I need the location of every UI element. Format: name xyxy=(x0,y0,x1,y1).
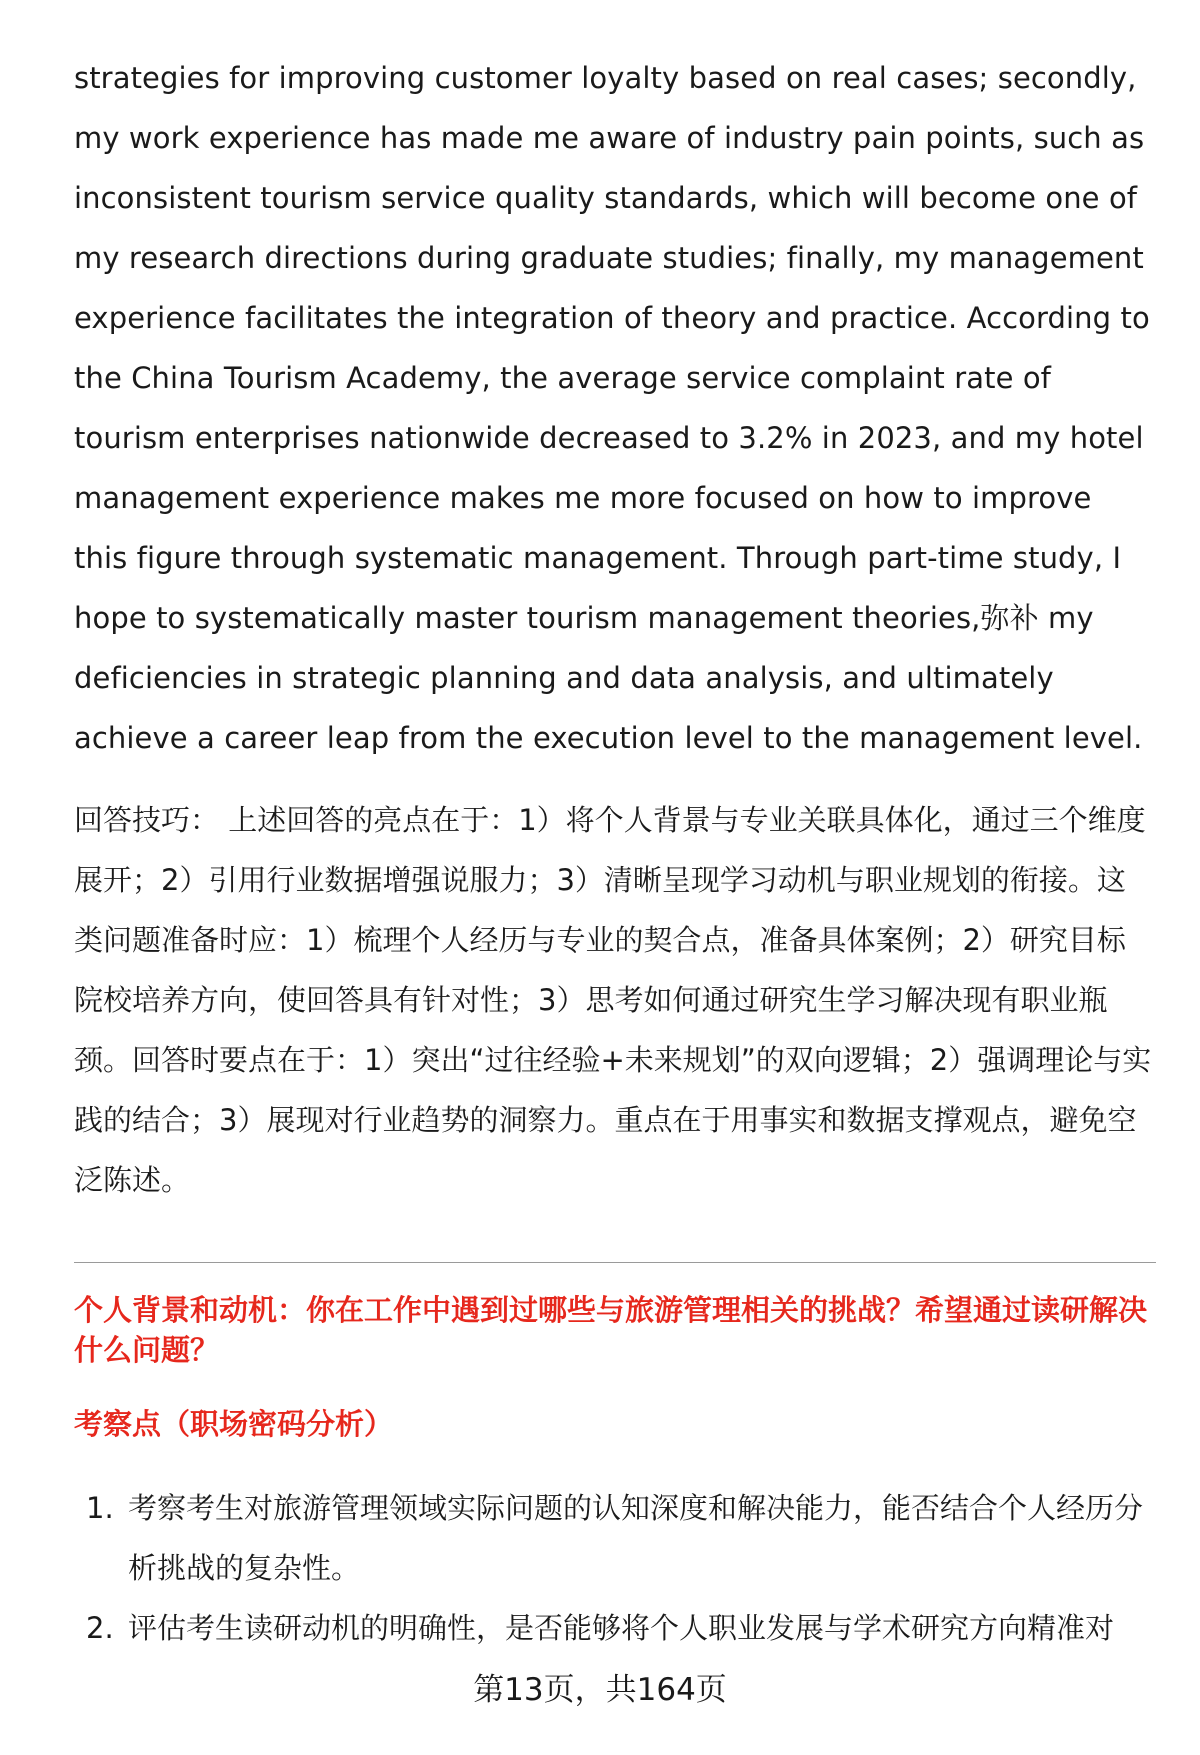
list-item-text: 评估考生读研动机的明确性，是否能够将个人职业发展与学术研究方向精准对 xyxy=(128,1611,1115,1645)
tips-paragraph: 回答技巧： 上述回答的亮点在于：1）将个人背景与专业关联具体化，通过三个维度展开；2）引用行业数据增强说服力；3）清晰呈现学习动机与职业规划的衔接。这类问题准备时应：1）梳理个人经历与专业的契合点，准备具体案例；2）研究目标院校培养方向，使回答具有针对性；3）思考如何通过研究生学习解决现有职业瓶颈。回答时要点在于：1）突出“过往经验+未来规划”的双向逻辑；2）强调理论与实践的结合；3）展现对行业趋势的洞察力。重点在于用事实和数据支撑观点，避免空泛陈述。 xyxy=(74,803,1152,1197)
list-item-text: 考察考生对旅游管理领域实际问题的认知深度和解决能力，能否结合个人经历分析挑战的复杂性。 xyxy=(128,1491,1144,1585)
list-item xyxy=(74,1598,1154,1658)
list-item-number: 1. xyxy=(86,1491,114,1525)
analysis-list xyxy=(74,1478,1154,1658)
section-divider xyxy=(74,1262,1156,1263)
list-item-number: 2. xyxy=(86,1611,114,1645)
page-number: 第13页，共164页 xyxy=(473,1672,727,1708)
answer-paragraph: strategies for improving customer loyalty based on real cases; secondly, my work experience has made me aware of industry pain points, such as inconsistent tourism service quality standards, which will become one of my research directions during graduate studies; finally, my management experience facilitates the integration of theory and practice. According to the China Tourism Academy, the average service complaint rate of tourism enterprises nationwide decreased to 3.2% in 2023, and my hotel management experience makes me more focused on how to improve this figure through systematic management. Through part-time study, I hope to systematically master tourism management theories,弥补 my deficiencies in strategic planning and data analysis, and ultimately achieve a career leap from the execution level to the management level. xyxy=(74,61,1150,755)
question-heading: 个人背景和动机：你在工作中遇到过哪些与旅游管理相关的挑战？希望通过读研解决什么问题？ xyxy=(74,1293,1148,1367)
analysis-title: 考察点（职场密码分析） xyxy=(74,1407,394,1441)
document-body xyxy=(74,48,1154,1210)
list-item xyxy=(74,1478,1154,1598)
